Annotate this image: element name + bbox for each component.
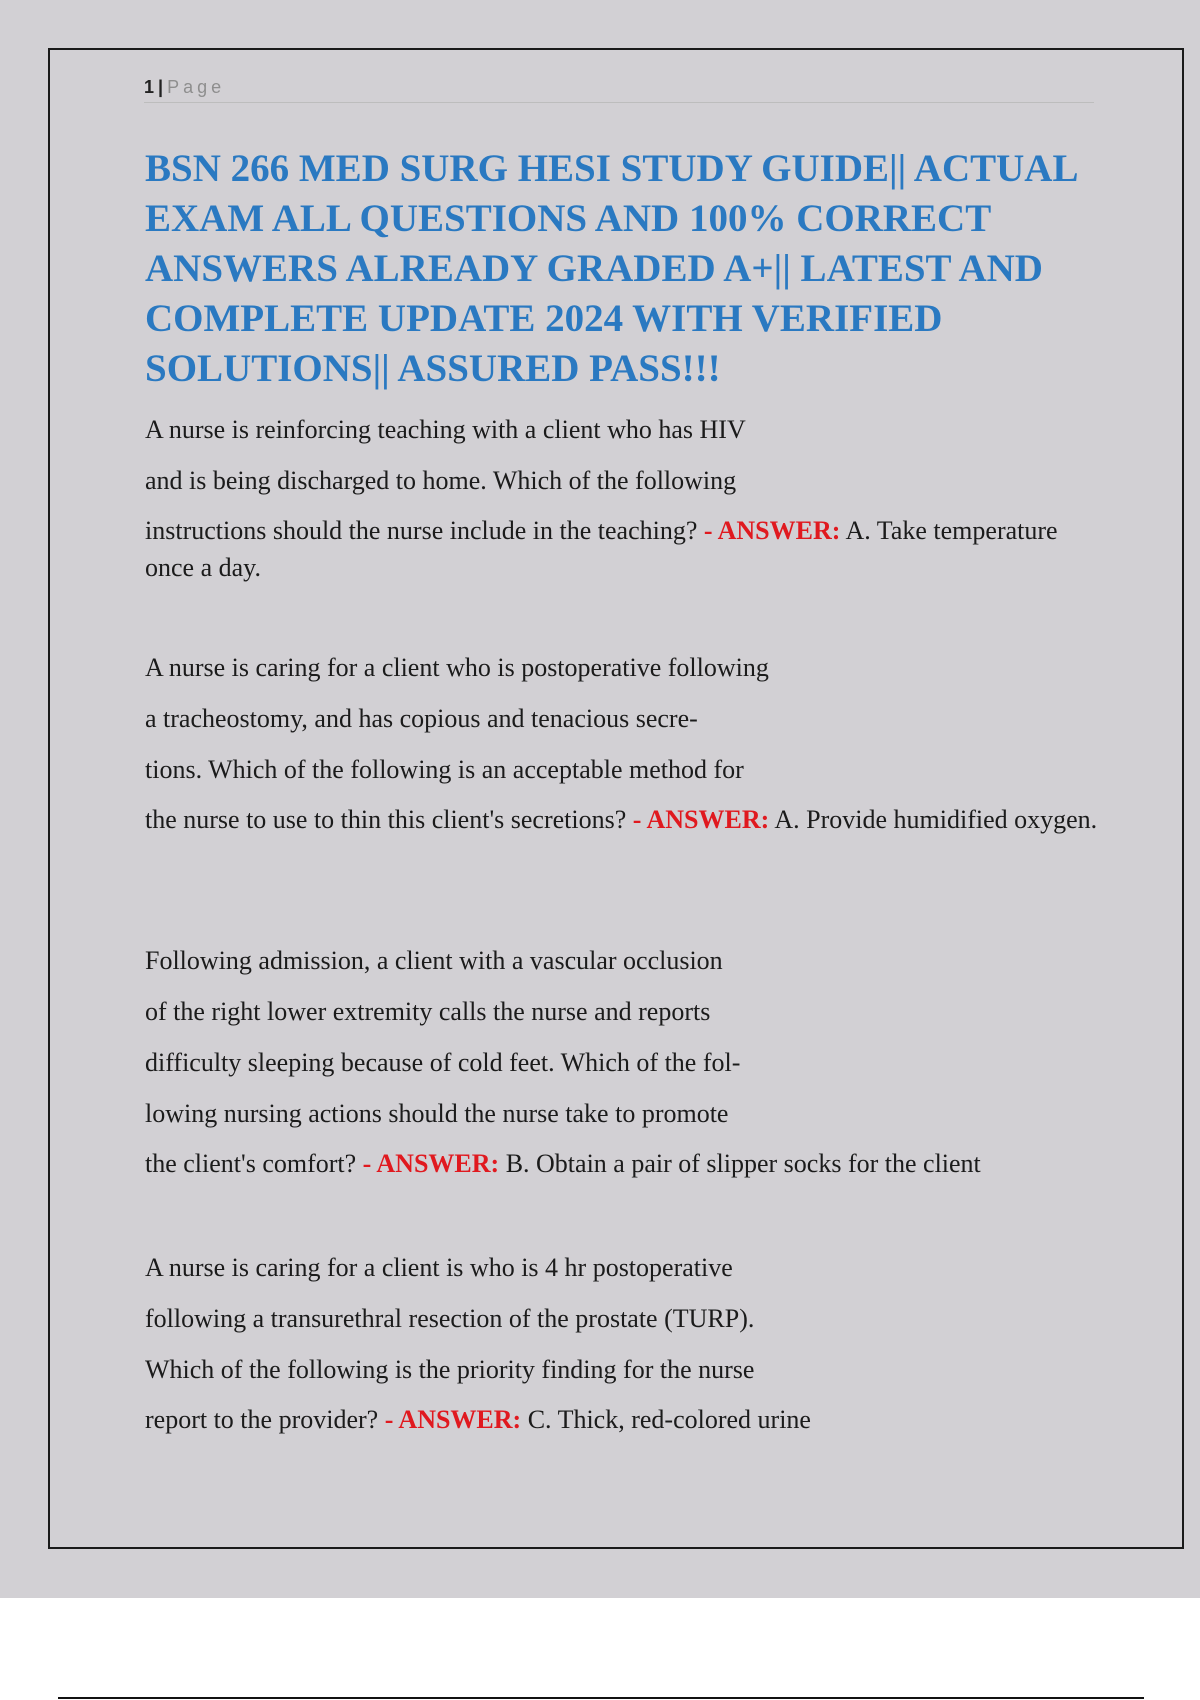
question-line [145,1401,1105,1438]
question-line [145,801,1105,838]
question-line: a tracheostomy, and has copious and tenacious secre- [145,704,698,733]
qa-item-4 [145,1248,1105,1438]
page-label: Page [167,77,226,97]
question-line: A nurse is caring for a client is who is 4 hr postoperative [145,1253,733,1282]
answer-text: B. Obtain a pair of slipper socks for the client [505,1149,981,1178]
bottom-divider [58,1697,1144,1699]
qa-item-3 [145,941,1105,1182]
question-line: following a transurethral resection of the prostate (TURP). [145,1304,755,1333]
question-line: A nurse is reinforcing teaching with a client who has HIV [145,415,746,444]
page-separator: | [158,77,164,97]
answer-text: C. Thick, red-colored urine [527,1405,811,1434]
question-line: Following admission, a client with a vascular occlusion [145,946,723,975]
answer-text: A. Provide humidified oxygen. [774,805,1098,834]
page-number: 1 [144,77,155,97]
question-line [145,1145,1105,1182]
question-line: A nurse is caring for a client who is postoperative following [145,653,769,682]
question-line: Which of the following is the priority finding for the nurse [145,1355,755,1384]
answer-text: A. Take temperature once a day. [145,516,1058,582]
question-text: the client's comfort? [145,1149,357,1178]
answer-label: - ANSWER: [384,1405,522,1434]
answer-label: - ANSWER: [362,1149,500,1178]
qa-item-2 [145,648,1105,838]
question-line: difficulty sleeping because of cold feet. Which of the fol- [145,1048,741,1077]
answer-label: - ANSWER: [703,516,841,545]
question-text: report to the provider? [145,1405,379,1434]
question-line: and is being discharged to home. Which of the following [145,466,737,495]
question-line: lowing nursing actions should the nurse take to promote [145,1099,729,1128]
question-line [145,512,1105,586]
document-title: BSN 266 MED SURG HESI STUDY GUIDE|| ACTUAL EXAM ALL QUESTIONS AND 100% CORRECT ANSWERS ALREADY GRADED A+|| LATEST AND COMPLETE UPDATE 2024 WITH VERIFIED SOLUTIONS|| ASSURED PASS!!! [145,147,1077,390]
question-text: instructions should the nurse include in the teaching? [145,516,698,545]
qa-item-1 [145,410,1105,586]
question-text: the nurse to use to thin this client's secretions? [145,805,627,834]
question-line: tions. Which of the following is an acceptable method for [145,755,744,784]
question-line: of the right lower extremity calls the nurse and reports [145,997,711,1026]
answer-label: - ANSWER: [632,805,770,834]
page-header [144,74,1094,103]
